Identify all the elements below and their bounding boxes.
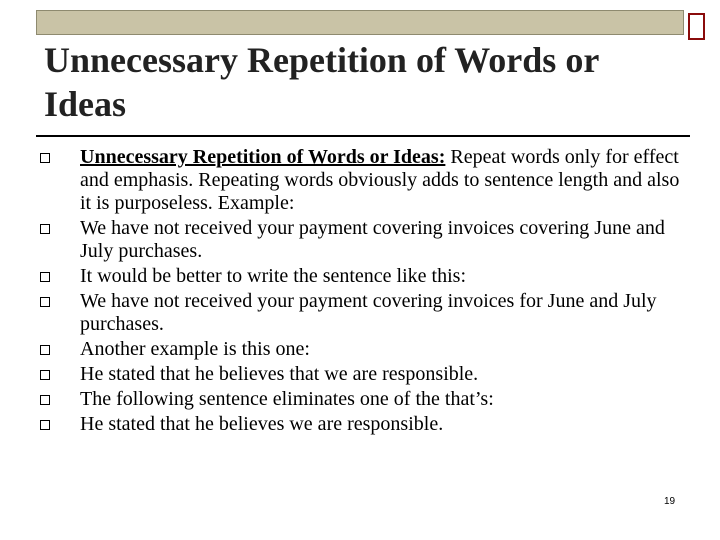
square-bullet-icon [40, 345, 50, 355]
header-bar [36, 10, 684, 35]
list-item-text: It would be better to write the sentence like this: [80, 265, 466, 287]
page-number: 19 [664, 496, 676, 507]
list-item [36, 290, 686, 336]
title-divider [36, 135, 690, 137]
list-item [36, 413, 686, 436]
list-item-text: He stated that he believes that we are responsible. [80, 363, 479, 385]
list-item [36, 146, 686, 215]
square-bullet-icon [40, 420, 50, 430]
corner-decoration [688, 13, 705, 40]
list-item-text: We have not received your payment covering invoices covering June and July purchases. [80, 217, 665, 262]
list-item [36, 338, 686, 361]
list-item-text: We have not received your payment covering invoices for June and July purchases. [80, 290, 657, 335]
list-item [36, 363, 686, 386]
list-item-text: Repeat words only for effect and emphasis. Repeating words obviously adds to sentence length and also it is purposeless. Example: [80, 146, 680, 214]
square-bullet-icon [40, 370, 50, 380]
list-item-text: The following sentence eliminates one of the that’s: [80, 388, 494, 410]
square-bullet-icon [40, 395, 50, 405]
slide-title: Unnecessary Repetition of Words or Ideas [44, 40, 599, 124]
square-bullet-icon [40, 224, 50, 234]
list-item [36, 265, 686, 288]
list-item-lead: Unnecessary Repetition of Words or Ideas: [80, 146, 446, 168]
list-item [36, 217, 686, 263]
square-bullet-icon [40, 153, 50, 163]
list-item [36, 388, 686, 411]
list-item-text: Another example is this one: [80, 338, 310, 360]
bullet-list [36, 146, 686, 438]
square-bullet-icon [40, 272, 50, 282]
list-item-text: He stated that he believes we are responsible. [80, 413, 444, 435]
square-bullet-icon [40, 297, 50, 307]
